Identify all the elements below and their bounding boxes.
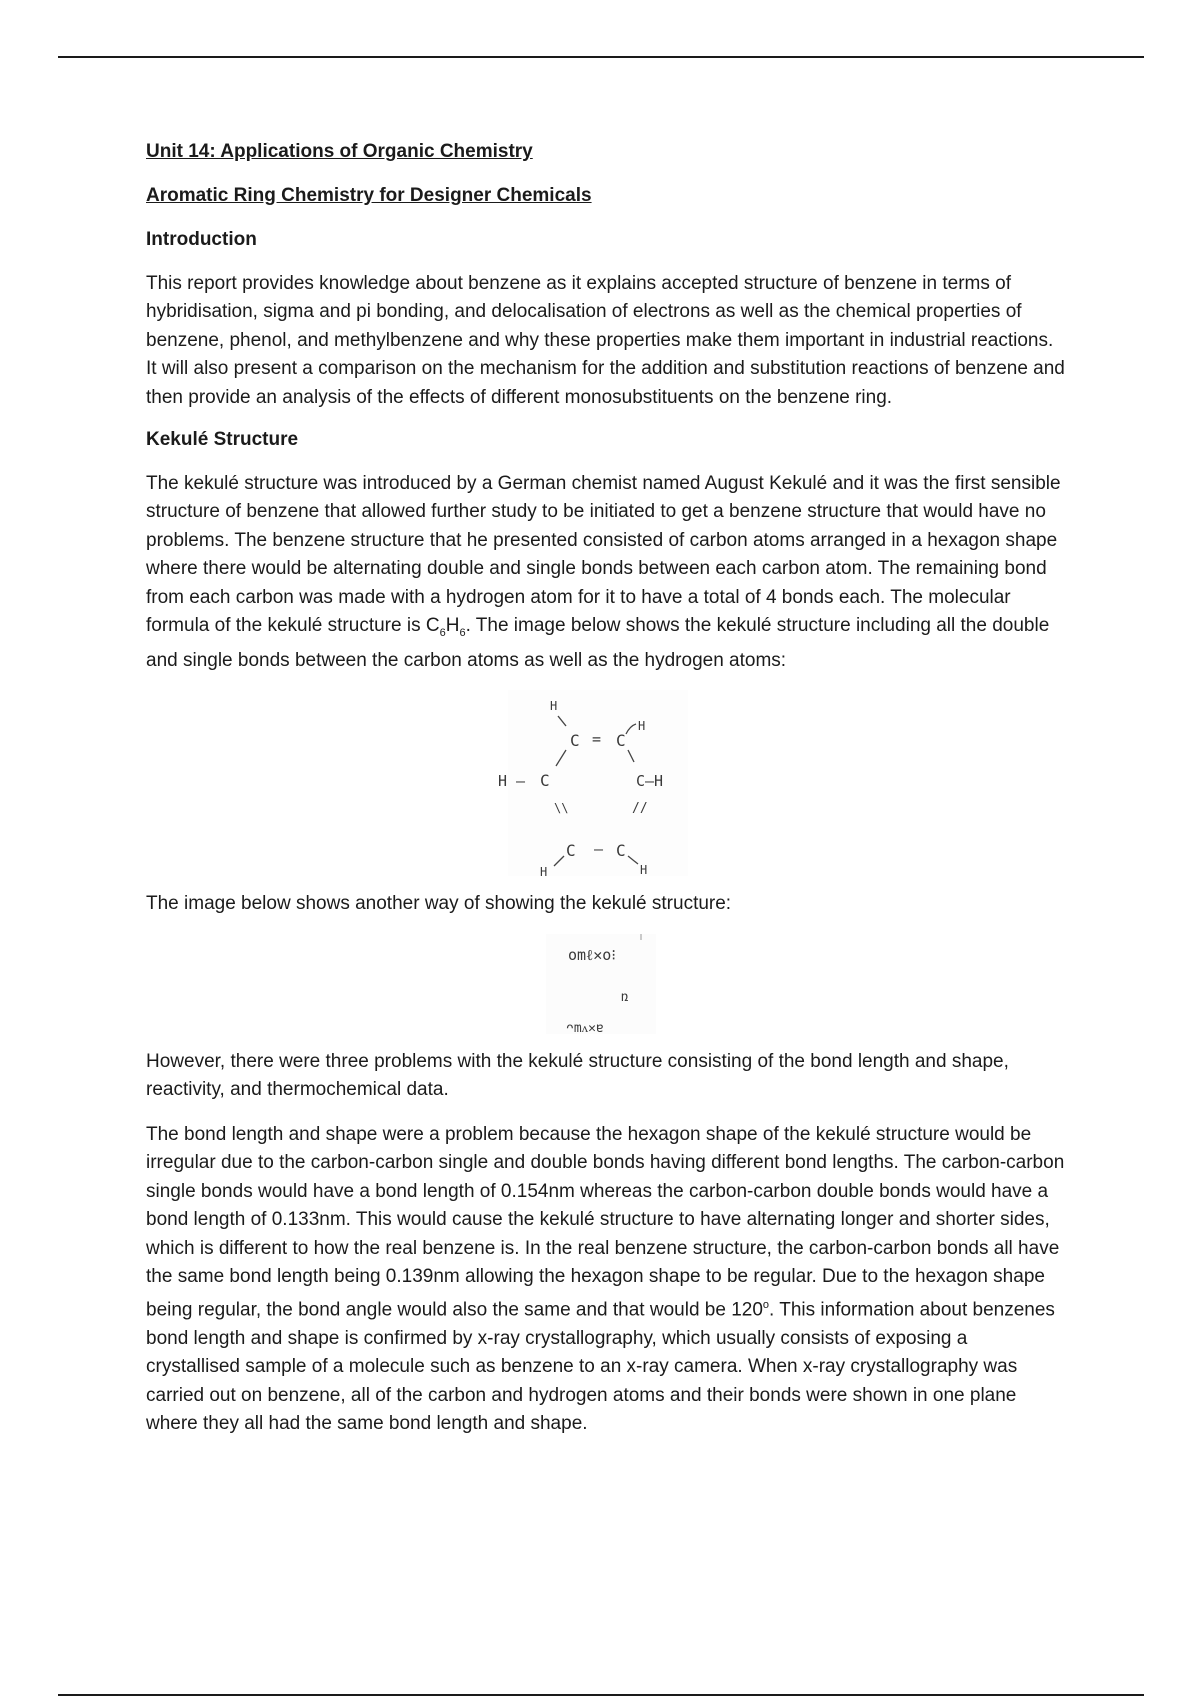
bond-text-before: The bond length and shape were a problem because the hexagon shape of the kekulé structure would be irregular due to the carbon-carbon single and double bonds having different bond lengths. The carbon-carbon single bonds would have a bond length of 0.154nm whereas the carbon-carbon double bonds would have a bond length of 0.133nm. This would cause the kekulé structure to have alternating longer and shorter sides, which is different to how the real benzene is. In the real benzene structure, the carbon-carbon bonds all have the same bond length being 0.139nm allowing the hexagon shape to be regular. Due to the hexagon shape being regular, the bond angle would also the same and that would be 120 xyxy=(146,1123,1065,1321)
svg-text:\\: \\ xyxy=(554,800,569,815)
atom-h-top-right: H xyxy=(638,718,646,733)
atom-h-bottom-right: H xyxy=(640,862,648,876)
introduction-heading: Introduction xyxy=(146,229,257,250)
kekule-text-after: . The image below shows the kekulé structure including all the double and single bonds between the carbon atoms as well as the hydrogen atoms: xyxy=(146,615,1050,672)
header-rule xyxy=(58,56,1144,58)
formula-c-subscript: 6 xyxy=(439,626,446,639)
atom-c-top-right: C xyxy=(616,730,626,750)
alt-label-3: ᴖmᴧ✕ɐ xyxy=(566,1021,604,1035)
atom-c-top-left: C xyxy=(570,730,580,750)
kekule-text-before: The kekulé structure was introduced by a German chemist named August Kekulé and it was the first sensible structure of benzene that allowed further study to be initiated to get a benzene structure that would have no problems. The benzene structure that he presented consisted of carbon atoms arranged in a hexagon shape where there would be alternating double and single bonds between each carbon atom. The remaining bond from each carbon was made with a hydrogen atom for it to have a total of 4 bonds each. The molecular formula of the kekulé structure is C xyxy=(146,473,1061,637)
bond-text-after: . This information about benzenes bond length and shape is confirmed by x-ray crystallography, which usually consists of exposing a crystallised sample of a molecule such as benzene to an x-ray camera. When x-ray crystallography was carried out on benzene, all of the carbon and hydrogen atoms and their bonds were shown in one plane where they all had the same bond length and shape. xyxy=(146,1299,1055,1435)
kekule-paragraph xyxy=(146,470,1066,676)
atom-c-h-right: C–H xyxy=(636,771,664,790)
document-body xyxy=(146,140,1066,1455)
document-subtitle: Aromatic Ring Chemistry for Designer Chemicals xyxy=(146,185,592,206)
atom-h-top: H xyxy=(550,698,558,713)
atom-h-c-left: H – xyxy=(498,771,526,790)
svg-text:=: = xyxy=(592,729,602,748)
atom-h-bottom-left: H xyxy=(540,864,548,876)
introduction-paragraph: This report provides knowledge about benzene as it explains accepted structure of benzene in terms of hybridisation, sigma and pi bonding, and delocalisation of electrons as well as the chemical properties of benzene, phenol, and methylbenzene and why these properties make them important in industrial reactions. It will also present a comparison on the mechanism for the addition and substitution reactions of benzene and then provide an analysis of the effects of different monosubstituents on the benzene ring. xyxy=(146,273,1065,408)
kekule-alt-figure xyxy=(546,934,656,1034)
atom-c-bottom-left: C xyxy=(566,840,576,860)
kekule-heading: Kekulé Structure xyxy=(146,429,299,451)
footer-rule xyxy=(58,1694,1144,1696)
degree-superscript: o xyxy=(762,1299,770,1312)
formula-h-subscript: 6 xyxy=(459,626,466,639)
figure2-caption: The image below shows another way of showing the kekulé structure: xyxy=(146,892,732,914)
problems-paragraph: However, there were three problems with the kekulé structure consisting of the bond length and shape, reactivity, and thermochemical data. xyxy=(146,1051,1009,1101)
atom-c-left: C xyxy=(540,770,550,790)
svg-text:–: – xyxy=(594,839,604,858)
alt-label-1: omℓ✕o⁝ xyxy=(568,946,617,965)
bond-length-paragraph xyxy=(146,1121,1066,1439)
svg-text://: // xyxy=(632,800,648,816)
kekule-structure-figure xyxy=(498,690,698,876)
unit-title: Unit 14: Applications of Organic Chemistry xyxy=(146,141,533,162)
alt-label-2: ռ xyxy=(621,990,629,1006)
atom-c-bottom-right: C xyxy=(616,840,626,860)
formula-h: H xyxy=(445,615,460,637)
